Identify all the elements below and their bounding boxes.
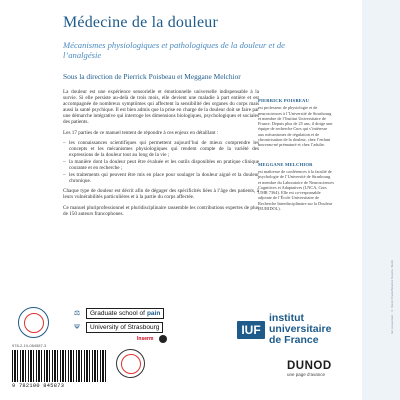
partner-logos	[137, 335, 167, 343]
graduate-school-logo	[71, 307, 217, 333]
graduate-school-label	[86, 308, 164, 319]
iuf-logo	[237, 313, 331, 346]
author-text-1: est professeur de physiologie et de neurosciences à l’Université de Strasbourg et membre de l’Institut Universitaire de France. Depuis plus de 25 ans, il dirige une équipe de recherche Cnrs qui s’intéresse aux mécanismes de régulation et de chronicisation de la douleur, chez l’enfant nouveau-né prématuré et chez l’adulte.	[258, 105, 333, 148]
cnrs-logo	[159, 335, 167, 343]
gsp-label-bold: pain	[146, 309, 161, 317]
eco-inner-ring	[121, 354, 141, 374]
blurb-list-item: – les connaissances scientifiques qui permettent aujourd’hui de mieux comprendre les concepts et les mécanismes physiologiques qui rendent compte de la variété des expressions de la douleur tout au long de la vie ;	[63, 140, 259, 158]
inserm-logo: Inserm	[137, 336, 154, 342]
iuf-text	[269, 313, 331, 346]
image-credit: En couverture : © Kevin Crane/Science Source, Stock	[390, 260, 394, 334]
author-text-2: est maîtresse de conférences à la faculté de psychologie de l’Université de Strasbourg et membre du Laboratoire de Neurosciences Cognitives et Adaptatives (LNCA, Cnrs UMR 7364). Elle est co-responsable adjointe de l’École Universitaire de Recherche Interdisciplinaire sur la Douleur (EURIDOL).	[258, 168, 334, 212]
barcode	[12, 343, 106, 391]
author-name-1: PIERRICK POISBEAU	[258, 98, 310, 103]
iuf-line-2: universitaire	[269, 323, 332, 335]
seal-inner-ring	[24, 313, 44, 333]
blurb-paragraph-3: Chaque type de douleur est décrit afin de dégager des spécificités liées à l’âge des patients, à leurs vulnérabilités particulières et à la partie du corps affectée.	[63, 188, 259, 201]
publisher-logo	[287, 360, 332, 377]
publisher-tagline: une page d’avance	[287, 372, 326, 377]
university-seal-logo	[18, 307, 49, 338]
blurb-column	[63, 89, 259, 221]
iuf-line-3: de France	[269, 334, 319, 346]
blurb-list-item: – la manière dont la douleur peut être évaluée et les outils disponibles en pratique clinique courante et en recherche ;	[63, 159, 259, 171]
uds-row	[71, 321, 217, 333]
iuf-line-1: institut	[269, 312, 304, 324]
isbn-top: 978-2-10-084587-3	[12, 343, 47, 348]
blurb-list	[63, 140, 259, 185]
author-column	[258, 98, 334, 225]
book-title: Médecine de la douleur	[63, 14, 219, 31]
blurb-list-item: – les traitements qui peuvent être mis en place pour soulager la douleur aiguë et la douleur chronique.	[63, 172, 259, 184]
gsp-row	[71, 307, 217, 319]
iuf-mark-icon: IUF	[237, 321, 265, 339]
logos-area	[12, 305, 400, 395]
gsp-label-text: Graduate school of	[90, 309, 145, 317]
editors-line: Sous la direction de Pierrick Poisbeau et Meggane Melchior	[63, 72, 241, 81]
blurb-paragraph-4: Ce manuel pluriprofessionnel et pluridisciplinaire rassemble les contributions expertes de plus de 150 auteurs francophones.	[63, 204, 259, 217]
book-subtitle: Mécanismes physiologiques et pathologiques de la douleur et de l’analgésie	[63, 40, 285, 60]
author-bio-2	[258, 162, 334, 212]
barcode-number: 9 782100 845873	[12, 383, 65, 389]
author-bio-1	[258, 98, 334, 148]
blurb-paragraph-2: Les 17 parties de ce manuel tentent de répondre à ces enjeux en détaillant :	[63, 129, 219, 136]
eco-label-logo	[116, 349, 145, 378]
psi-icon: Ψ	[74, 323, 80, 331]
university-label: University of Strasbourg	[86, 322, 163, 333]
barcode-bars	[12, 350, 106, 382]
publisher-name: DUNOD	[287, 360, 332, 372]
author-name-2: MEGGANE MELCHIOR	[258, 161, 313, 167]
scale-icon: ⚖	[73, 309, 81, 317]
blurb-paragraph-1: La douleur est une expérience sensorielle et émotionnelle universelle indispensable à la survie. Si elle persiste au-delà de trois mois, elle devient une maladie à part entière et est accompagnée de nombreux symptômes qui affectent la sensibilité des organes du corps mais aussi la santé psychique. Il est bien admis que la prise en charge de la douleur doit se faire par une démarche intégrative qui interroge les dimensions biologiques, psychologiques et sociales des patients.	[63, 89, 259, 126]
